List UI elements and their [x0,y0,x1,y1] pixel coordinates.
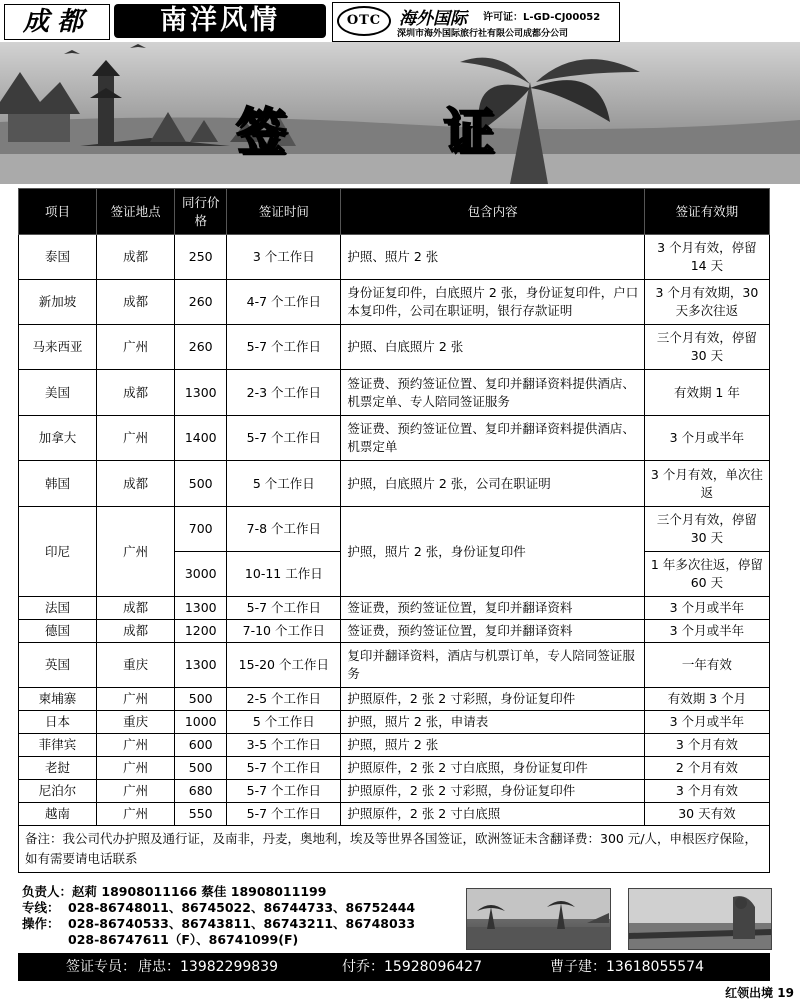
table-row [19,734,770,757]
cell-validity: 3 个月有效 [644,780,769,803]
cell-time: 2-3 个工作日 [227,370,341,416]
header-bar [0,0,800,42]
cell-content: 护照原件，2 张 2 寸白底照 [341,803,644,826]
cell-location: 成都 [97,597,175,620]
cell-price: 250 [175,235,227,280]
cell-time: 2-5 个工作日 [227,688,341,711]
cell-price: 500 [175,688,227,711]
cell-content: 护照，白底照片 2 张，公司在职证明 [341,461,644,507]
table-note-row [19,826,770,873]
cell-price: 1400 [175,416,227,461]
cell-item: 法国 [19,597,97,620]
cell-price: 680 [175,780,227,803]
cell-time: 3-5 个工作日 [227,734,341,757]
cell-content: 签证费，预约签证位置，复印并翻译资料 [341,620,644,643]
cell-time: 5 个工作日 [227,461,341,507]
cell-item: 柬埔寨 [19,688,97,711]
cell-item: 德国 [19,620,97,643]
header-time: 签证时间 [227,189,341,235]
cell-item: 韩国 [19,461,97,507]
cell-time: 3 个工作日 [227,235,341,280]
beach-photo [628,888,772,950]
operation-phones: 028-86740533、86743811、86743211、86748033 [68,916,416,931]
cell-item: 尼泊尔 [19,780,97,803]
cell-item: 越南 [19,803,97,826]
table-row [19,620,770,643]
cell-validity: 30 天有效 [644,803,769,826]
cell-time: 5-7 个工作日 [227,325,341,370]
header-validity: 签证有效期 [644,189,769,235]
cell-price: 600 [175,734,227,757]
cell-location: 广州 [97,416,175,461]
cell-content: 签证费，预约签证位置，复印并翻译资料 [341,597,644,620]
otc-logo-text: OTC [346,13,382,28]
tagline-box [114,4,326,38]
table-row [19,803,770,826]
cell-validity: 三个月有效，停留 30 天 [644,325,769,370]
specialist-label: 签证专员： [66,959,136,975]
cell-location: 成都 [97,370,175,416]
table-row [19,370,770,416]
cell-item: 加拿大 [19,416,97,461]
banner-title: 签 证 [236,102,564,161]
table-row [19,280,770,325]
table-row [19,643,770,688]
cell-validity: 三个月有效，停留 30 天 [644,507,769,552]
cell-item: 菲律宾 [19,734,97,757]
footer-section: 红领出境 [725,986,774,1000]
fax-numbers: 028-86747611（F）、86741099(F) [68,932,299,947]
cell-time: 5-7 个工作日 [227,780,341,803]
manager-phones: 赵莉 18908011166 蔡佳 18908011199 [72,884,327,899]
table-row [19,711,770,734]
brand-name: 海外国际 [399,9,467,29]
cell-price: 700 [175,507,227,552]
cell-location: 广州 [97,507,175,597]
beach-photo-scene [629,889,771,949]
cell-validity: 3 个月或半年 [644,416,769,461]
cell-location: 成都 [97,235,175,280]
visa-price-table [18,188,770,873]
cell-price: 1300 [175,370,227,416]
cell-content: 复印并翻译资料，酒店与机票订单，专人陪同签证服务 [341,643,644,688]
cell-validity: 3 个月或半年 [644,711,769,734]
cell-location: 广州 [97,757,175,780]
cell-content: 护照，照片 2 张 [341,734,644,757]
cell-validity: 3 个月或半年 [644,597,769,620]
header-location: 签证地点 [97,189,175,235]
cell-location: 广州 [97,803,175,826]
cell-time: 7-10 个工作日 [227,620,341,643]
cell-price: 1000 [175,711,227,734]
table-row [19,780,770,803]
city-label: 成都 [4,4,110,40]
cell-validity: 一年有效 [644,643,769,688]
cell-location: 成都 [97,620,175,643]
visa-specialists-bar [18,953,770,981]
specialist-3: 曹子建：13618055574 [550,959,704,975]
banner [0,42,800,184]
cell-price: 1300 [175,643,227,688]
cell-price: 260 [175,325,227,370]
cell-location: 广州 [97,780,175,803]
table-row [19,688,770,711]
license-number: 许可证：L-GD-CJ00052 [483,12,601,23]
cell-time: 7-8 个工作日 [227,507,341,552]
operation-label: 操作： [22,916,60,931]
cell-item: 美国 [19,370,97,416]
cell-item: 新加坡 [19,280,97,325]
cell-validity: 3 个月有效期，30 天多次往返 [644,280,769,325]
hotline-line [22,900,462,916]
cell-validity: 3 个月有效 [644,734,769,757]
cell-content: 护照，照片 2 张，申请表 [341,711,644,734]
fax-line [22,932,462,948]
manager-line [22,884,462,900]
cell-time: 5-7 个工作日 [227,803,341,826]
manager-label: 负责人： [22,884,73,899]
resort-photo [466,888,611,950]
table-header-row [19,189,770,235]
cell-content: 签证费、预约签证位置、复印并翻译资料提供酒店、机票定单 [341,416,644,461]
table-note: 备注：我公司代办护照及通行证，及南非，丹麦，奥地利，埃及等世界各国签证，欧洲签证未含翻译费：300 元/人，申根医疗保险，如有需要请电话联系 [19,826,770,873]
cell-time: 10-11 工作日 [227,552,341,597]
brand-box [332,2,620,42]
hotline-phones: 028-86748011、86745022、86744733、86752444 [68,900,416,915]
cell-time: 4-7 个工作日 [227,280,341,325]
cell-content: 护照原件，2 张 2 寸彩照，身份证复印件 [341,688,644,711]
table-row [19,325,770,370]
cell-price: 550 [175,803,227,826]
cell-time: 5-7 个工作日 [227,597,341,620]
cell-item: 老挝 [19,757,97,780]
cell-price: 1300 [175,597,227,620]
cell-price: 1200 [175,620,227,643]
cell-location: 广州 [97,688,175,711]
table-row [19,461,770,507]
otc-logo [337,6,391,36]
cell-time: 5-7 个工作日 [227,416,341,461]
cell-price: 260 [175,280,227,325]
cell-item: 英国 [19,643,97,688]
cell-location: 重庆 [97,711,175,734]
table-row-indonesia [19,507,770,552]
header-item: 项目 [19,189,97,235]
cell-validity: 3 个月或半年 [644,620,769,643]
header-price: 同行价格 [175,189,227,235]
specialist-1: 唐忠：13982299839 [138,959,278,975]
cell-item: 日本 [19,711,97,734]
specialist-2: 付乔：15928096427 [342,959,482,975]
page-footer [725,984,794,1001]
cell-content: 身份证复印件，白底照片 2 张，身份证复印件，户口本复印件，公司在职证明，银行存款证明 [341,280,644,325]
cell-time: 15-20 个工作日 [227,643,341,688]
cell-content: 护照原件，2 张 2 寸彩照，身份证复印件 [341,780,644,803]
cell-location: 成都 [97,280,175,325]
table-row [19,235,770,280]
resort-photo-scene [467,889,610,949]
cell-validity: 有效期 1 年 [644,370,769,416]
cell-item: 泰国 [19,235,97,280]
cell-validity: 3 个月有效，停留 14 天 [644,235,769,280]
cell-content: 签证费、预约签证位置、复印并翻译资料提供酒店、机票定单、专人陪同签证服务 [341,370,644,416]
cell-validity: 2 个月有效 [644,757,769,780]
cell-content: 护照原件，2 张 2 寸白底照，身份证复印件 [341,757,644,780]
cell-time: 5 个工作日 [227,711,341,734]
cell-location: 广州 [97,734,175,757]
cell-price: 3000 [175,552,227,597]
hotline-label: 专线： [22,900,60,915]
contact-info [22,884,462,948]
table-row [19,597,770,620]
cell-item: 马来西亚 [19,325,97,370]
operation-line [22,916,462,932]
cell-item: 印尼 [19,507,97,597]
table-row [19,416,770,461]
cell-location: 广州 [97,325,175,370]
cell-price: 500 [175,461,227,507]
cell-location: 成都 [97,461,175,507]
table-row [19,757,770,780]
cell-price: 500 [175,757,227,780]
cell-validity: 有效期 3 个月 [644,688,769,711]
tagline: 南洋风情 [160,5,280,36]
page-number: 19 [777,986,794,1000]
cell-validity: 1 年多次往返，停留 60 天 [644,552,769,597]
cell-content: 护照、白底照片 2 张 [341,325,644,370]
cell-time: 5-7 个工作日 [227,757,341,780]
company-name: 深圳市海外国际旅行社有限公司成都分公司 [397,29,569,39]
cell-content: 护照，照片 2 张，身份证复印件 [341,507,644,597]
cell-content: 护照、照片 2 张 [341,235,644,280]
header-content: 包含内容 [341,189,644,235]
cell-validity: 3 个月有效，单次往返 [644,461,769,507]
cell-location: 重庆 [97,643,175,688]
